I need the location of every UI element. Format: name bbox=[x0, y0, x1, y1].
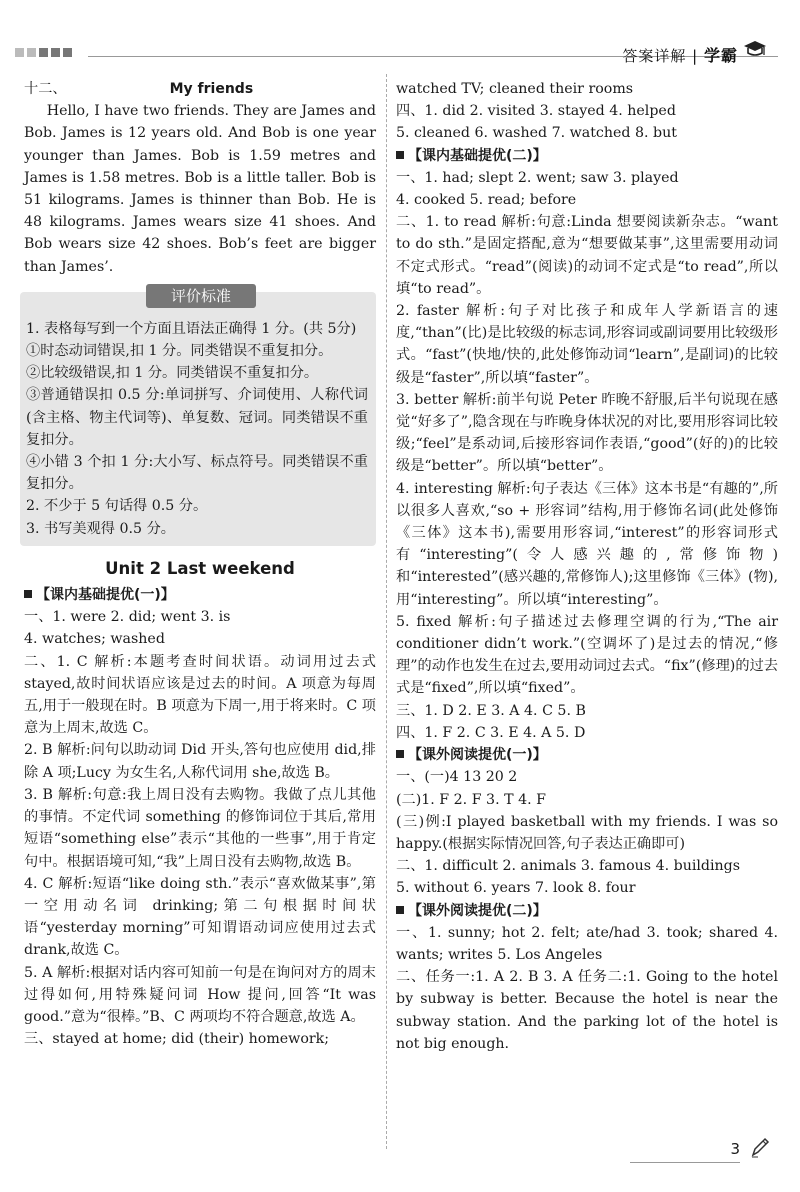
answer-line: 5. without 6. years 7. look 8. four bbox=[396, 880, 636, 897]
answer-line: 2. faster 解析:句子对比孩子和成年人学新语言的速度,“than”(比)是比较级的标志词,形容词或副词要用比较级形式。“fast”(快地/快的,此处修饰动词“learn”,是副词)的比较级是“faster”,所以填“faster”。 bbox=[396, 303, 778, 386]
evaluation-line: ③普通错误扣 0.5 分:单词拼写、介词使用、人称代词(含主格、物主代词等)、单复数、冠词。同类错误不重复扣分。 bbox=[26, 387, 368, 448]
left-column bbox=[24, 78, 376, 1050]
evaluation-line: ①时态动词错误,扣 1 分。同类错误不重复扣分。 bbox=[26, 343, 333, 360]
answer-line: 三、stayed at home; did (their) homework; bbox=[24, 1031, 330, 1048]
subsection-heading: 【课内基础提优(二)】 bbox=[396, 145, 778, 167]
answer-line: 一、1. were 2. did; went 3. is bbox=[24, 609, 231, 626]
header-title bbox=[622, 43, 738, 66]
answer-line: 4. cooked 5. read; before bbox=[396, 192, 577, 209]
section-12-heading bbox=[24, 78, 376, 100]
answer-line: 2. B 解析:问句以助动词 Did 开头,答句也应使用 did,排除 A 项;Lucy 为女生名,人称代词用 she,故选 B。 bbox=[24, 742, 376, 781]
unit-title: Unit 2 Last weekend bbox=[105, 558, 295, 578]
answer-line: 二、1. difficult 2. animals 3. famous 4. buildings bbox=[396, 858, 741, 875]
answer-line: 3. better 解析:前半句说 Peter 昨晚不舒服,后半句说现在感觉“好多了”,隐含现在与昨晚身体状况的对比,要用形容词比较级;“feel”是系动词,后接形容词作表语,“good”(好的)的比较级是“better”。所以填“better”。 bbox=[396, 391, 778, 475]
answer-line: 三、1. D 2. E 3. A 4. C 5. B bbox=[396, 702, 586, 719]
evaluation-line: ②比较级错误,扣 1 分。同类错误不重复扣分。 bbox=[26, 365, 319, 382]
footer-rule bbox=[630, 1162, 740, 1163]
answer-line: 4. C 解析:短语“like doing sth.”表示“喜欢做某事”,第一空用动名词 drinking;第二句根据时间状语“yesterday morning”可知谓语动词应使用过去式 drank,故选 C。 bbox=[24, 875, 376, 959]
answer-line: 5. cleaned 6. washed 7. watched 8. but bbox=[396, 125, 677, 142]
pen-icon bbox=[750, 1136, 770, 1158]
answer-line: (三)例:I played basketball with my friends. I was so happy.(根据实际情况回答,句子表达正确即可) bbox=[396, 813, 778, 852]
page-number: 3 bbox=[730, 1140, 740, 1158]
subsection-heading: 【课外阅读提优(一)】 bbox=[396, 744, 778, 766]
answer-line: 5. A 解析:根据对话内容可知前一句是在询问对方的周末过得如何,用特殊疑问词 How 提问,回答“It was good.”意为“很棒。”B、C 两项均不符合题意,故选 A。 bbox=[24, 964, 376, 1025]
answer-line: (二)1. F 2. F 3. T 4. F bbox=[396, 791, 546, 808]
evaluation-box bbox=[20, 286, 376, 546]
answer-line: 四、1. F 2. C 3. E 4. A 5. D bbox=[396, 724, 586, 741]
answer-line: 一、(一)4 13 20 2 bbox=[396, 769, 518, 786]
answer-line: 一、1. had; slept 2. went; saw 3. played bbox=[396, 169, 679, 186]
answer-line: 3. B 解析:句意:我上周日没有去购物。我做了点儿其他的事情。不定代词 something 的修饰词位于其后,常用短语“something else”表示“其他的一些事”,用于肯定句中。根据语境可知,“我”上周日没有去购物,故选 B。 bbox=[24, 786, 376, 870]
answer-line: 5. fixed 解析:句子描述过去修理空调的行为,“The air conditioner didn’t work.”(空调坏了)是过去的情况,“修理”的动作也发生在过去,要用动词过去式。“fix”(修理)的过去式是“fixed”,所以填“fixed”。 bbox=[396, 613, 778, 697]
evaluation-line: 1. 表格每写到一个方面且语法正确得 1 分。(共 5分) bbox=[26, 320, 357, 337]
evaluation-line: 2. 不少于 5 句话得 0.5 分。 bbox=[26, 498, 208, 515]
answer-line: 四、1. did 2. visited 3. stayed 4. helped bbox=[396, 103, 676, 120]
answer-line: watched TV; cleaned their rooms bbox=[396, 81, 634, 97]
essay-paragraph: Hello, I have two friends. They are James and Bob. James is 12 years old. And Bob is one year younger than James. Bob is 1.59 metres and James is 1.58 metres. Bob is a little taller. Bob is 51 kilograms. James is thinner than Bob. He is 48 kilograms. James wears size 41 shoes. And Bob wears size 42 shoes. Bob’s feet are bigger than James’. bbox=[24, 103, 376, 275]
column-divider bbox=[386, 74, 387, 1149]
square-bullet-icon bbox=[24, 590, 32, 598]
section-12-label: 十二、 bbox=[24, 81, 67, 97]
evaluation-line: ④小错 3 个扣 1 分:大小写、标点符号。同类错误不重复扣分。 bbox=[26, 454, 368, 493]
header-brand: 学霸 bbox=[703, 46, 738, 65]
square-bullet-icon bbox=[396, 151, 404, 159]
header-title-prefix: 答案详解 bbox=[622, 47, 687, 65]
subsection-heading: 【课外阅读提优(二)】 bbox=[396, 900, 778, 922]
answer-line: 4. interesting 解析:句子表达《三体》这本书是“有趣的”,所以很多人喜欢,“so + 形容词”结构,用于修饰名词(此处修饰《三体》这本书),需要用形容词,“interest”的形容词形式有“interesting”(令人感兴趣的,常修饰物)和“interested”(感兴趣的,常修饰人);这里修饰《三体》(物),用“interesting”。所以填“interesting”。 bbox=[396, 480, 778, 608]
section-12-title: My friends bbox=[169, 81, 254, 97]
evaluation-title: 评价标准 bbox=[146, 284, 256, 308]
graduation-cap-icon bbox=[742, 38, 766, 60]
answer-line: 4. watches; washed bbox=[24, 631, 165, 648]
square-bullet-icon bbox=[396, 750, 404, 758]
square-bullet-icon bbox=[396, 906, 404, 914]
evaluation-line: 3. 书写美观得 0.5 分。 bbox=[26, 520, 175, 537]
answer-line: 二、1. to read 解析:句意:Linda 想要阅读新杂志。“want to do sth.”是固定搭配,意为“想要做某事”,这里需要用动词不定式形式。“read”(阅读)的动词不定式是“to read”,所以填“to read”。 bbox=[396, 214, 778, 297]
header-separator: | bbox=[692, 47, 699, 65]
answer-line: 二、1. C 解析:本题考查时间状语。动词用过去式 stayed,故时间状语应该是过去的时间。A 项意为每周五,用于一般现在时。B 项意为下周一,用于将来时。C 项意为上周末,故选 C。 bbox=[24, 653, 376, 737]
answer-line: 一、1. sunny; hot 2. felt; ate/had 3. took; shared 4. wants; writes 5. Los Angeles bbox=[396, 924, 778, 963]
right-column bbox=[396, 78, 778, 1055]
header-decoration bbox=[15, 48, 72, 57]
subsection-heading: 【课内基础提优(一)】 bbox=[24, 584, 376, 606]
answer-line: 二、任务一:1. A 2. B 3. A 任务二:1. Going to the hotel by subway is better. Because the hotel is near the subway station. And the parking lot of the hotel is not big enough. bbox=[396, 969, 778, 1052]
